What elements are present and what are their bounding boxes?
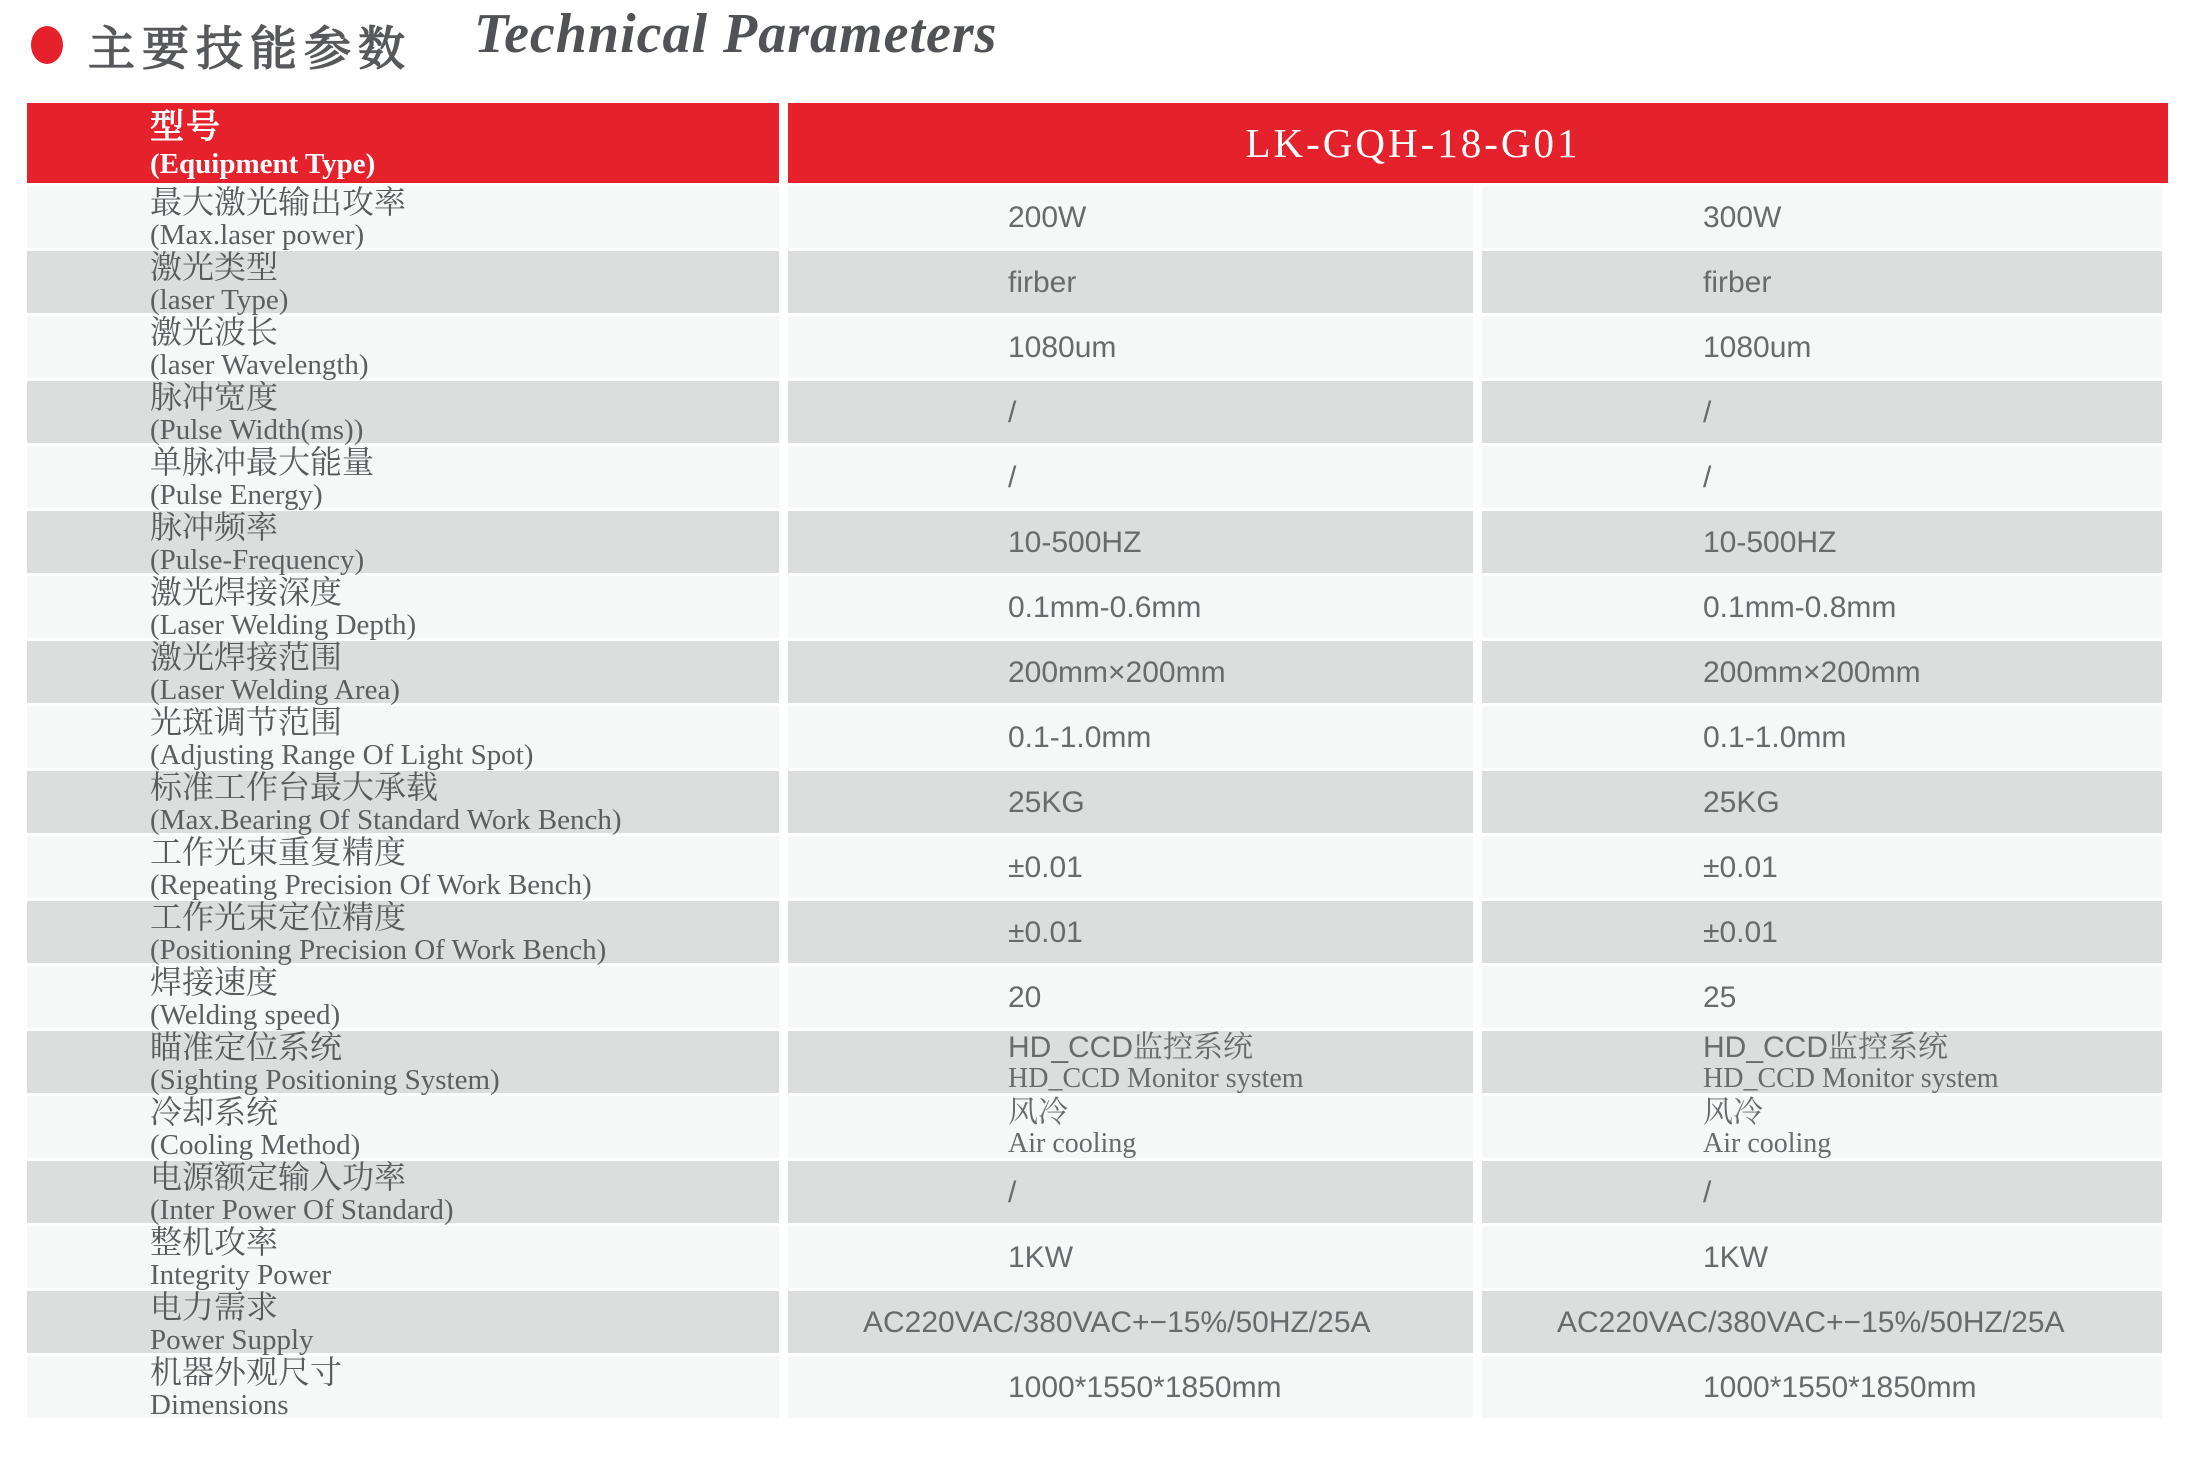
value-cell-column-2 [1482, 1096, 2162, 1158]
value-line: 20 [1008, 980, 1042, 1014]
value-cell-column-1 [788, 446, 1473, 508]
value-line: 25KG [1703, 785, 1780, 819]
table-row [27, 1288, 2168, 1356]
parameter-label-cell [27, 1158, 779, 1226]
value-cell-column-1 [788, 381, 1473, 443]
value-cell-column-2 [1482, 186, 2162, 248]
value-line: 1KW [1008, 1240, 1074, 1274]
value-cell-column-1 [788, 641, 1473, 703]
table-row [27, 1028, 2168, 1096]
table-row [27, 1223, 2168, 1291]
parameter-label-zh: 冷却系统 [150, 1093, 279, 1130]
value-cell-column-1 [788, 1291, 1473, 1353]
value-cell-column-1 [788, 1226, 1473, 1288]
value-cell-column-2 [1482, 706, 2162, 768]
table-row [27, 183, 2168, 251]
value-cell-column-2 [1482, 381, 2162, 443]
parameter-label-en: (Welding speed) [150, 998, 341, 1031]
red-bullet-icon [31, 26, 63, 64]
parameter-label-en: (laser Wavelength) [150, 348, 369, 381]
value-line: / [1008, 460, 1017, 494]
parameter-label-en: Dimensions [150, 1388, 289, 1421]
header-model-cell [788, 103, 2168, 183]
parameter-label-zh: 激光类型 [150, 248, 279, 285]
table-row [27, 248, 2168, 316]
value-line: AC220VAC/380VAC+−15%/50HZ/25A [1557, 1305, 2065, 1339]
value-line-en: HD_CCD Monitor system [1008, 1063, 1304, 1094]
value-cell-column-1 [788, 251, 1473, 313]
parameter-label-cell [27, 443, 779, 511]
parameter-label-cell [27, 1288, 779, 1356]
value-line: 风冷 [1008, 1096, 1068, 1129]
model-number: LK-GQH-18-G01 [1245, 120, 1581, 166]
value-line: 1000*1550*1850mm [1008, 1370, 1282, 1404]
header-equipment-type-cell [27, 103, 779, 183]
parameter-label-cell [27, 378, 779, 446]
parameter-label-cell [27, 508, 779, 576]
value-cell-column-1 [788, 1096, 1473, 1158]
table-row [27, 378, 2168, 446]
value-line: 0.1-1.0mm [1703, 720, 1847, 754]
value-line: 0.1-1.0mm [1008, 720, 1152, 754]
table-row [27, 703, 2168, 771]
parameter-label-cell [27, 573, 779, 641]
parameter-label-cell [27, 183, 779, 251]
parameter-label-zh: 激光波长 [150, 313, 279, 350]
value-cell-column-2 [1482, 771, 2162, 833]
table-row [27, 768, 2168, 836]
value-cell-column-2 [1482, 446, 2162, 508]
value-cell-column-1 [788, 771, 1473, 833]
parameter-label-en: (Repeating Precision Of Work Bench) [150, 868, 592, 901]
header-label-zh: 型号 [150, 107, 222, 146]
value-line: 1080um [1008, 330, 1117, 364]
table-row [27, 443, 2168, 511]
table-header-row [27, 103, 2168, 183]
parameter-label-zh: 激光焊接范围 [150, 638, 343, 675]
value-line: AC220VAC/380VAC+−15%/50HZ/25A [863, 1305, 1371, 1339]
value-line: / [1703, 395, 1712, 429]
table-row [27, 638, 2168, 706]
value-cell-column-2 [1482, 901, 2162, 963]
value-line: 1KW [1703, 1240, 1769, 1274]
table-row [27, 508, 2168, 576]
value-line: 200mm×200mm [1703, 655, 1921, 689]
parameter-label-zh: 整机攻率 [150, 1223, 279, 1260]
value-cell-column-1 [788, 966, 1473, 1028]
parameter-label-zh: 单脉冲最大能量 [150, 443, 375, 480]
value-line: ±0.01 [1008, 850, 1083, 884]
value-cell-column-2 [1482, 251, 2162, 313]
parameter-label-cell [27, 1353, 779, 1421]
parameter-label-zh: 机器外观尺寸 [150, 1353, 343, 1390]
parameter-label-cell [27, 768, 779, 836]
value-line: firber [1703, 265, 1772, 299]
parameter-label-cell [27, 248, 779, 316]
value-line: / [1703, 460, 1712, 494]
value-cell-column-1 [788, 901, 1473, 963]
value-cell-column-2 [1482, 576, 2162, 638]
parameter-label-zh: 光斑调节范围 [150, 703, 343, 740]
parameter-label-en: (Max.Bearing Of Standard Work Bench) [150, 803, 622, 836]
parameter-label-cell [27, 703, 779, 771]
value-line: 0.1mm-0.6mm [1008, 590, 1202, 624]
value-line: 200mm×200mm [1008, 655, 1226, 689]
parameter-label-zh: 电源额定输入功率 [150, 1158, 407, 1195]
value-line: HD_CCD监控系统 [1703, 1031, 1949, 1064]
table-row [27, 1353, 2168, 1421]
value-line: 10-500HZ [1008, 525, 1142, 559]
value-line: 200W [1008, 200, 1087, 234]
value-cell-column-2 [1482, 511, 2162, 573]
value-cell-column-2 [1482, 1291, 2162, 1353]
value-line: firber [1008, 265, 1077, 299]
parameter-label-en: (laser Type) [150, 283, 289, 316]
parameter-label-zh: 焊接速度 [150, 963, 279, 1000]
value-cell-column-2 [1482, 316, 2162, 378]
parameter-label-zh: 激光焊接深度 [150, 573, 343, 610]
parameter-label-cell [27, 313, 779, 381]
table-row [27, 1158, 2168, 1226]
page-title-chinese: 主要技能参数 [88, 22, 412, 75]
parameter-label-cell [27, 833, 779, 901]
table-body [27, 183, 2168, 1421]
value-line-en: Air cooling [1008, 1128, 1137, 1159]
value-line: ±0.01 [1703, 850, 1778, 884]
parameter-label-cell [27, 1223, 779, 1291]
value-cell-column-2 [1482, 1226, 2162, 1288]
value-line: 10-500HZ [1703, 525, 1837, 559]
value-cell-column-1 [788, 836, 1473, 898]
table-row [27, 898, 2168, 966]
value-line-en: Air cooling [1703, 1128, 1832, 1159]
parameter-label-zh: 脉冲频率 [150, 508, 279, 545]
parameter-label-en: (Laser Welding Depth) [150, 608, 417, 641]
parameter-label-cell [27, 1093, 779, 1161]
value-cell-column-1 [788, 706, 1473, 768]
parameter-label-zh: 最大激光输出攻率 [150, 183, 407, 220]
parameter-label-zh: 工作光束定位精度 [150, 898, 407, 935]
value-cell-column-2 [1482, 1031, 2162, 1093]
value-line: HD_CCD监控系统 [1008, 1031, 1254, 1064]
value-cell-column-1 [788, 1031, 1473, 1093]
value-line: 300W [1703, 200, 1782, 234]
parameter-label-en: Power Supply [150, 1323, 314, 1356]
parameter-label-zh: 脉冲宽度 [150, 378, 279, 415]
parameter-label-zh: 标准工作台最大承载 [150, 768, 439, 805]
value-cell-column-2 [1482, 1161, 2162, 1223]
value-line: 风冷 [1703, 1096, 1763, 1129]
parameter-label-en: (Pulse Width(ms)) [150, 413, 364, 446]
parameter-label-cell [27, 963, 779, 1031]
parameter-label-zh: 工作光束重复精度 [150, 833, 407, 870]
table-row [27, 963, 2168, 1031]
value-line: ±0.01 [1008, 915, 1083, 949]
value-cell-column-2 [1482, 836, 2162, 898]
parameter-label-zh: 瞄准定位系统 [150, 1028, 343, 1065]
parameter-label-en: (Max.laser power) [150, 218, 365, 251]
value-line: 0.1mm-0.8mm [1703, 590, 1897, 624]
parameter-label-cell [27, 898, 779, 966]
value-cell-column-1 [788, 316, 1473, 378]
parameter-label-en: (Pulse-Frequency) [150, 543, 365, 576]
value-line: 1080um [1703, 330, 1812, 364]
table-row [27, 573, 2168, 641]
value-cell-column-1 [788, 1161, 1473, 1223]
parameter-label-en: (Inter Power Of Standard) [150, 1193, 454, 1226]
value-line: / [1008, 1175, 1017, 1209]
value-cell-column-1 [788, 576, 1473, 638]
value-line: / [1703, 1175, 1712, 1209]
value-cell-column-1 [788, 511, 1473, 573]
table-row [27, 1093, 2168, 1161]
value-line: ±0.01 [1703, 915, 1778, 949]
parameter-label-en: (Laser Welding Area) [150, 673, 400, 706]
parameter-label-en: (Cooling Method) [150, 1128, 361, 1161]
parameter-label-zh: 电力需求 [150, 1288, 279, 1325]
value-line-en: HD_CCD Monitor system [1703, 1063, 1999, 1094]
parameter-label-en: (Sighting Positioning System) [150, 1063, 500, 1096]
value-line: 25KG [1008, 785, 1085, 819]
value-cell-column-2 [1482, 1356, 2162, 1418]
table-row [27, 833, 2168, 901]
header-label-en: (Equipment Type) [150, 147, 376, 180]
value-cell-column-2 [1482, 966, 2162, 1028]
value-cell-column-1 [788, 186, 1473, 248]
parameter-label-cell [27, 638, 779, 706]
parameter-label-en: (Pulse Energy) [150, 478, 323, 511]
page-title-english: Technical Parameters [474, 3, 998, 65]
value-line: / [1008, 395, 1017, 429]
technical-parameters-table [27, 103, 2168, 1421]
parameter-label-en: (Adjusting Range Of Light Spot) [150, 738, 534, 771]
value-cell-column-2 [1482, 641, 2162, 703]
value-cell-column-1 [788, 1356, 1473, 1418]
parameter-label-en: Integrity Power [150, 1258, 332, 1291]
value-line: 25 [1703, 980, 1737, 1014]
parameter-label-en: (Positioning Precision Of Work Bench) [150, 933, 607, 966]
value-line: 1000*1550*1850mm [1703, 1370, 1977, 1404]
table-row [27, 313, 2168, 381]
parameter-label-cell [27, 1028, 779, 1096]
